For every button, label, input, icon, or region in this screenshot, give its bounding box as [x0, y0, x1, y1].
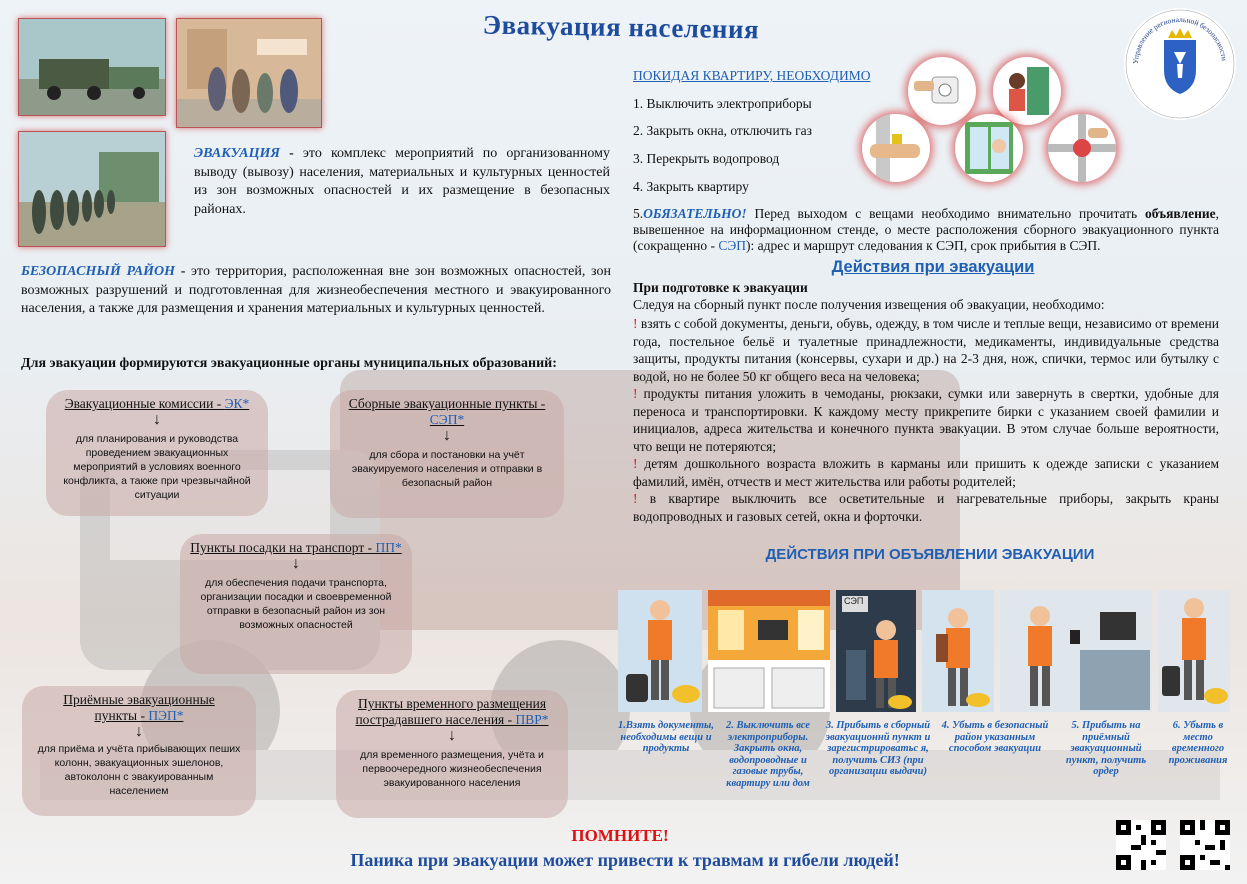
actions-subheading: При подготовке к эвакуации	[633, 280, 808, 295]
saratov-coat-of-arms-icon	[1124, 8, 1236, 120]
step-1-caption: 1.Взять документы, необходимы вещи и продукты	[618, 720, 714, 754]
organ-title-pep: Приёмные эвакуационные пункты - ПЭП*	[63, 692, 215, 723]
actions-intro: Следуя на сборный пункт после получения извещения об эвакуации, необходимо:	[633, 297, 1105, 312]
arrow-down-icon: ↓	[448, 727, 456, 744]
safe-area-text: это территория, расположенная вне зон возможных опасностей, зон возможных разрушений и подготовленная для жизнеобеспечения местного и эвакуированного населения, а также для размещения и хранения материальных и культурных ценностей.	[21, 264, 611, 316]
photo-people-at-collection-point	[176, 18, 322, 128]
arrow-down-icon: ↓	[153, 411, 161, 428]
safe-area-definition: БЕЗОПАСНЫЙ РАЙОН - это территория, расположенная вне зон возможных опасностей, зон возможных разрушений и подготовленная для жизнеобеспечения местного и эвакуированного населения, а также для размещения и хранения материальных и культурных ценностей.	[21, 264, 611, 316]
evacuation-definition: ЭВАКУАЦИЯ - это комплекс мероприятий по организованному выводу (вывозу) населения, материальных и культурных ценностей из зон возможных опасностей и их размещение в безопасных районах.	[194, 146, 610, 217]
actions-heading: Действия при эвакуации	[831, 258, 1035, 276]
leaving-item-4: 4. Закрыть квартиру	[633, 179, 749, 194]
arrow-down-icon: ↓	[292, 555, 300, 572]
remember-label: ПОМНИТЕ!	[571, 826, 669, 845]
organ-box-pvr	[336, 690, 568, 818]
step-2-caption: 2. Выключить все электроприборы. Закрыть окна, водопроводные и газовые трубы, квартиру или дом	[726, 720, 810, 789]
evacuation-text: это комплекс мероприятий по организованному выводу (вывозу) населения, материальных и культурных ценностей из зон возможных опасностей и их размещение в безопасных районах.	[194, 146, 610, 217]
qr-code-2[interactable]	[1180, 820, 1230, 870]
organ-box-pp	[180, 534, 412, 674]
actions-bullet-4: ! в квартире выключить все осветительные и нагревательные приборы, закрыть краны водопроводных и газовых сетей, окна и форточки.	[633, 491, 1219, 524]
step-2-picture	[708, 590, 830, 712]
announcement-heading: ДЕЙСТВИЯ ПРИ ОБЪЯВЛЕНИИ ЭВАКУАЦИИ	[765, 546, 1095, 563]
evacuation-term: ЭВАКУАЦИЯ	[194, 146, 281, 161]
actions-bullet-3: ! детям дошкольного возраста вложить в карманы или пришить к одежде записки с указанием фамилий, имён, отчеств и мест жительства или работы родителей;	[633, 456, 1219, 489]
shut-water-valve-icon	[1048, 114, 1116, 182]
lock-door-icon	[993, 57, 1061, 125]
organ-text-sep: для сбора и постановки на учёт эвакуируемого населения и отправки в безопасный район	[351, 449, 543, 489]
panic-warning: Паника при эвакуации может привести к травмам и гибели людей!	[350, 850, 900, 870]
step-5-caption: 5. Прибыть на приёмный эвакуационный пункт, получить ордер	[1065, 720, 1147, 777]
qr-code-1[interactable]	[1116, 820, 1166, 870]
switch-off-outlet-icon	[908, 57, 976, 125]
close-window-icon	[955, 114, 1023, 182]
emblem-caption: Управление региональной безопасности	[1130, 14, 1229, 65]
photo-evacuation-trucks	[18, 18, 166, 116]
organ-box-sep	[330, 390, 564, 518]
actions-bullet-2: ! продукты питания уложить в чемоданы, рюкзаки, сумки или завернуть в свертки, удобные для переноса и транспортировки. К каждому месту прикрепите бирки с указанием своей фамилии и инициалов, адреса жительства и конечного пункта эвакуации. В этом случае больше вероятности, что вещи не потеряются;	[633, 386, 1219, 454]
leaving-item-5: 5.ОБЯЗАТЕЛЬНО! Перед выходом с вещами необходимо внимательно прочитать объявление, вывешенное на информационном стенде, о месте расположения сборного эвакуационного пункта (сокращенно - СЭП): адрес и маршрут следования к СЭП, срок прибытия в СЭП.	[633, 206, 1219, 253]
step-4-caption: 4. Убыть в безопасный район указанным способом эвакуации	[941, 720, 1049, 754]
organ-text-pep: для приёма и учёта прибывающих пеших колонн, эвакуационных эшелонов, автоколонн с эвакуированным населением	[37, 743, 241, 797]
organ-text-ek: для планирования и руководства проведением эвакуационных мероприятий в условиях военного конфликта, а также при чрезвычайной ситуации	[63, 433, 251, 501]
organ-text-pvr: для временного размещения, учёта и первоочередного жизнеобеспечения эвакуированного населения	[360, 749, 544, 789]
leaving-item-1: 1. Выключить электроприборы	[633, 96, 812, 111]
organ-title-pp: Пункты посадки на транспорт - ПП*	[190, 540, 402, 555]
step-6-caption: 6. Убыть в место временного проживания	[1168, 720, 1228, 766]
step-5-picture	[1000, 590, 1152, 712]
step-3-picture	[836, 590, 916, 712]
step-1-picture	[618, 590, 702, 712]
organ-box-ek	[46, 390, 268, 516]
organ-title-pvr: Пункты временного размещения пострадавшего населения - ПВР*	[355, 696, 549, 727]
page-title: Эвакуация населения	[482, 9, 760, 45]
organ-text-pp: для обеспечения подачи транспорта, организации посадки и своевременной отправки в безопасный район из зон возможных опасностей	[200, 577, 392, 631]
leaving-item-2: 2. Закрыть окна, отключить газ	[633, 123, 812, 138]
organ-title-sep: Сборные эвакуационные пункты - СЭП*	[348, 396, 546, 427]
actions-list	[633, 315, 1219, 525]
organs-heading: Для эвакуации формируются эвакуационные органы муниципальных образований:	[21, 356, 557, 371]
actions-bullet-1: ! взять с собой документы, деньги, обувь, одежду, в том числе и теплые вещи, независимо от времени года, постельное бельё и туалетные принадлежности, медикаменты, индивидуальные средства защиты, продукты питания (консервы, сухари и др.) на 2-3 дня, нож, спички, термос или бутылку с водой, но не более 50 кг общего веса на человека;	[633, 316, 1219, 384]
organ-title-ek: Эвакуационные комиссии - ЭК*	[64, 396, 250, 411]
arrow-down-icon: ↓	[443, 427, 451, 444]
leaving-item-3: 3. Перекрыть водопровод	[633, 151, 780, 166]
safe-area-term: БЕЗОПАСНЫЙ РАЙОН	[21, 264, 176, 279]
emblem	[1124, 8, 1236, 120]
leaving-heading: ПОКИДАЯ КВАРТИРУ, НЕОБХОДИМО	[633, 68, 871, 83]
step-4-picture	[922, 590, 994, 712]
sep-sign-label: СЭП	[844, 596, 864, 606]
arrow-down-icon: ↓	[135, 723, 143, 740]
step-6-picture	[1158, 590, 1230, 712]
photo-column-of-evacuees	[18, 131, 166, 247]
step-3-caption: 3. Прибыть в сборный эвакуационнй пункт и зарегистрироватьс я, получить СИЗ (при организации выдачи)	[825, 720, 931, 777]
turn-off-gas-icon	[862, 114, 930, 182]
organ-box-pep	[22, 686, 256, 816]
